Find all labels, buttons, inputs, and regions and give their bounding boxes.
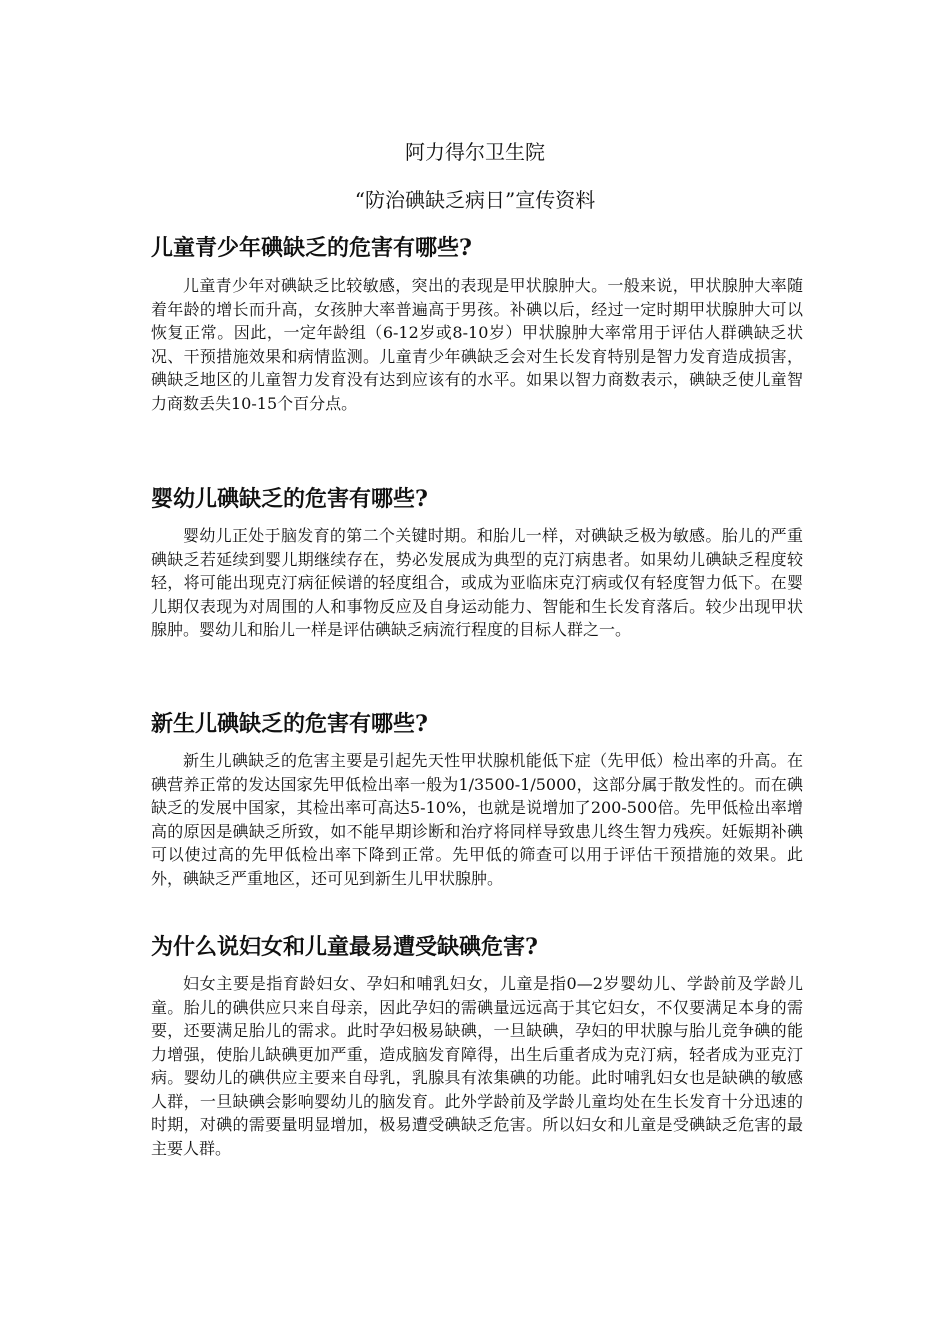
section-heading-infants: 婴幼儿碘缺乏的危害有哪些? [151, 486, 428, 512]
doc-title: “防治碘缺乏病日”宣传资料 [354, 188, 596, 212]
section-body-adolescents: 儿童青少年对碘缺乏比较敏感，突出的表现是甲状腺肿大。一般来说，甲状腺肿大率随着年龄的增长而升高，女孩肿大率普遍高于男孩。补碘以后，经过一定时期甲状腺肿大可以恢复正常。因此，一定年龄组（6-12岁或8-10岁）甲状腺肿大率常用于评估人群碘缺乏状况、干预措施效果和病情监测。儿童青少年碘缺乏会对生长发育特别是智力发育造成损害，碘缺乏地区的儿童智力发育没有达到应该有的水平。如果以智力商数表示，碘缺乏使儿童智力商数丢失10-15个百分点。 [151, 276, 803, 413]
section-body-newborns: 新生儿碘缺乏的危害主要是引起先天性甲状腺机能低下症（先甲低）检出率的升高。在碘营养正常的发达国家先甲低检出率一般为1/3500-1/5000，这部分属于散发性的。而在碘缺乏的发展中国家，其检出率可高达5-10%，也就是说增加了200-500倍。先甲低检出率增高的原因是碘缺乏所致，如不能早期诊断和治疗将同样导致患儿终生智力残疾。妊娠期补碘可以使过高的先甲低检出率下降到正常。先甲低的筛查可以用于评估干预措施的效果。此外，碘缺乏严重地区，还可见到新生儿甲状腺肿。 [151, 751, 803, 888]
section-heading-newborns: 新生儿碘缺乏的危害有哪些? [151, 711, 428, 737]
section-heading-adolescents: 儿童青少年碘缺乏的危害有哪些? [151, 235, 472, 261]
section-body-women-children: 妇女主要是指育龄妇女、孕妇和哺乳妇女，儿童是指0—2岁婴幼儿、学龄前及学龄儿童。胎儿的碘供应只来自母亲，因此孕妇的需碘量远远高于其它妇女，不仅要满足本身的需要，还要满足胎儿的需求。此时孕妇极易缺碘，一旦缺碘，孕妇的甲状腺与胎儿竞争碘的能力增强，使胎儿缺碘更加严重，造成脑发育障得，出生后重者成为克汀病，轻者成为亚克汀病。婴幼儿的碘供应主要来自母乳，乳腺具有浓集碘的功能。此时哺乳妇女也是缺碘的敏感人群，一旦缺碘会影响婴幼儿的脑发育。此外学龄前及学龄儿童均处在生长发育十分迅速的时期，对碘的需要量明显增加，极易遭受碘缺乏危害。所以妇女和儿童是受碘缺乏危害的最主要人群。 [151, 974, 803, 1158]
section-heading-women-children: 为什么说妇女和儿童最易遭受缺碘危害? [151, 934, 538, 960]
org-title: 阿力得尔卫生院 [405, 140, 545, 164]
section-body-infants: 婴幼儿正处于脑发育的第二个关键时期。和胎儿一样，对碘缺乏极为敏感。胎儿的严重碘缺乏若延续到婴儿期继续存在，势必发展成为典型的克汀病患者。如果幼儿碘缺乏程度较轻，将可能出现克汀病征候谱的轻度组合，或成为亚临床克汀病或仅有轻度智力低下。在婴儿期仅表现为对周围的人和事物反应及自身运动能力、智能和生长发育落后。较少出现甲状腺肿。婴幼儿和胎儿一样是评估碘缺乏病流行程度的目标人群之一。 [151, 526, 803, 639]
